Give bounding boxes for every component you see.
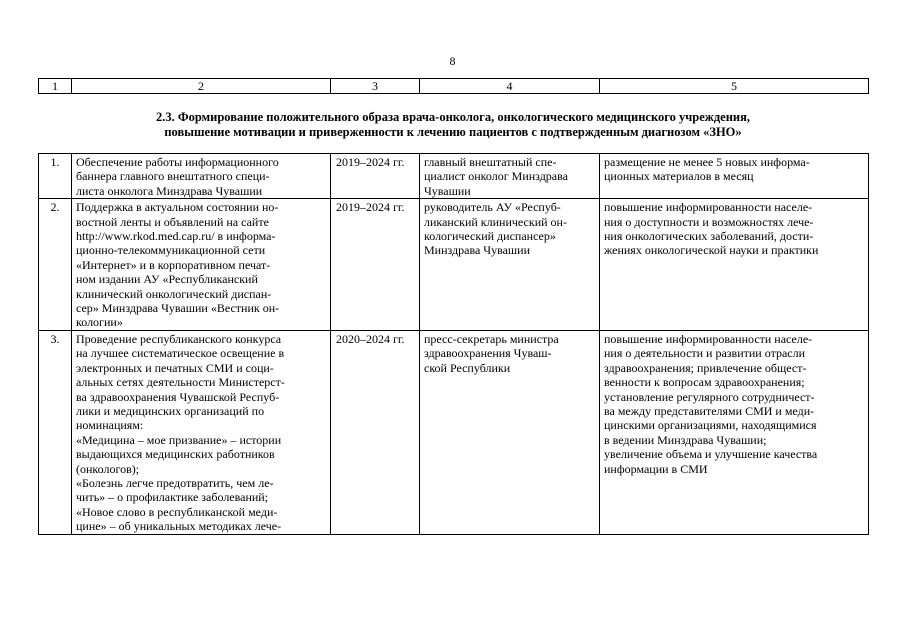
- result-cell: [600, 330, 869, 534]
- responsible-cell: [420, 330, 600, 534]
- activity-cell: [72, 199, 331, 331]
- text-line: «Медицина – мое призвание» – истории: [76, 432, 282, 447]
- text-line: электронных и печатных СМИ и соци-: [76, 360, 274, 375]
- text-line: выдающихся медицинских работников: [76, 447, 275, 462]
- activity-cell: [72, 154, 331, 199]
- column-number-1: 1: [39, 79, 72, 94]
- text-line: ва между представителями СМИ и меди-: [604, 403, 815, 418]
- text-line: повышение информированности населе-: [604, 331, 813, 346]
- text-line: альных сетях деятельности Министерст-: [76, 375, 285, 390]
- responsible-cell: [420, 154, 600, 199]
- text-line: в ведении Минздрава Чувашии;: [604, 432, 767, 447]
- text-line: ва здравоохранения Чувашской Респуб-: [76, 389, 280, 404]
- table-row: [39, 199, 869, 331]
- text-line: информации в СМИ: [604, 461, 708, 476]
- text-line: циалист онколог Минздрава: [424, 169, 568, 184]
- text-line: кологический диспансер»: [424, 229, 556, 244]
- text-line: жениях онкологической науки и практики: [604, 243, 819, 258]
- text-line: ном издании АУ «Республиканский: [76, 272, 258, 287]
- text-line: здравоохранения; привлечение общест-: [604, 360, 807, 375]
- text-line: ской Республики: [424, 360, 511, 375]
- text-line: http://www.rkod.med.cap.ru/ в информа-: [76, 229, 276, 244]
- result-cell: [600, 154, 869, 199]
- section-title: [38, 110, 868, 140]
- section-title-line-2: повышение мотивации и приверженности к лечению пациентов с подтвержденным диагнозом «ЗНО»: [164, 125, 742, 139]
- text-line: руководитель АУ «Респуб-: [424, 200, 561, 215]
- responsible-cell: [420, 199, 600, 331]
- text-line: Поддержка в актуальном состоянии но-: [76, 200, 279, 215]
- text-line: «Новое слово в республиканской меди-: [76, 504, 278, 519]
- text-line: Минздрава Чувашии: [424, 243, 531, 258]
- table-row: [39, 330, 869, 534]
- column-number-3: 3: [331, 79, 420, 94]
- column-number-2: 2: [72, 79, 331, 94]
- text-line: Проведение республиканского конкурса: [76, 331, 282, 346]
- text-line: баннера главного внештатного специ-: [76, 169, 270, 184]
- section-title-line-1: 2.3. Формирование положительного образа врача-онколога, онкологического медицинского учреждения,: [155, 110, 751, 124]
- text-line: здравоохранения Чуваш-: [424, 346, 552, 361]
- text-line: Обеспечение работы информационного: [76, 155, 279, 169]
- text-line: ния онкологических заболеваний, дости-: [604, 229, 814, 244]
- activity-cell: [72, 330, 331, 534]
- text-line: цине» – об уникальных методиках лече-: [76, 519, 282, 534]
- text-line: чить» – о профилактике заболеваний;: [76, 490, 269, 505]
- text-line: венности к вопросам здравоохранения;: [604, 375, 805, 390]
- column-number-5: 5: [600, 79, 869, 94]
- table-row: [39, 154, 869, 199]
- text-line: на лучшее систематическое освещение в: [76, 346, 285, 361]
- text-line: ционных материалов в месяц: [604, 169, 754, 184]
- text-line: ния о доступности и возможностях лече-: [604, 214, 814, 229]
- text-line: кологии»: [76, 315, 123, 330]
- text-line: увеличение объема и улучшение качества: [604, 447, 818, 462]
- text-line: «Интернет» и в корпоративном печат-: [76, 257, 271, 272]
- text-line: (онкологов);: [76, 461, 140, 476]
- text-line: номинациям:: [76, 418, 144, 433]
- text-line: сер» Минздрава Чувашии «Вестник он-: [76, 301, 280, 316]
- text-line: главный внештатный спе-: [424, 155, 557, 169]
- text-line: востной ленты и объявлений на сайте: [76, 214, 269, 229]
- row-number: 3.: [39, 330, 72, 534]
- text-line: клинический онкологический диспан-: [76, 286, 272, 301]
- result-cell: [600, 199, 869, 331]
- column-number-4: 4: [420, 79, 600, 94]
- text-line: повышение информированности населе-: [604, 200, 813, 215]
- period-cell: 2020–2024 гг.: [331, 330, 420, 534]
- measures-table: [38, 153, 869, 535]
- text-line: листа онколога Минздрава Чувашии: [76, 183, 263, 198]
- column-number-row: [39, 79, 869, 94]
- text-line: лики и медицинских организаций по: [76, 403, 265, 418]
- column-number-header: [38, 78, 869, 94]
- text-line: ликанский клинический он-: [424, 214, 567, 229]
- text-line: Чувашии: [424, 183, 471, 198]
- text-line: «Болезнь легче предотвратить, чем ле-: [76, 475, 274, 490]
- text-line: ния о деятельности и развитии отрасли: [604, 346, 806, 361]
- page-number: 8: [449, 54, 456, 68]
- text-line: размещение не менее 5 новых информа-: [604, 155, 810, 169]
- period-cell: 2019–2024 гг.: [331, 199, 420, 331]
- period-cell: 2019–2024 гг.: [331, 154, 420, 199]
- text-line: установление регулярного сотрудничест-: [604, 389, 815, 404]
- row-number: 1.: [39, 154, 72, 199]
- text-line: ционно-телекоммуникационной сети: [76, 243, 266, 258]
- row-number: 2.: [39, 199, 72, 331]
- text-line: цинскими организациями, находящимися: [604, 418, 817, 433]
- text-line: пресс-секретарь министра: [424, 331, 559, 346]
